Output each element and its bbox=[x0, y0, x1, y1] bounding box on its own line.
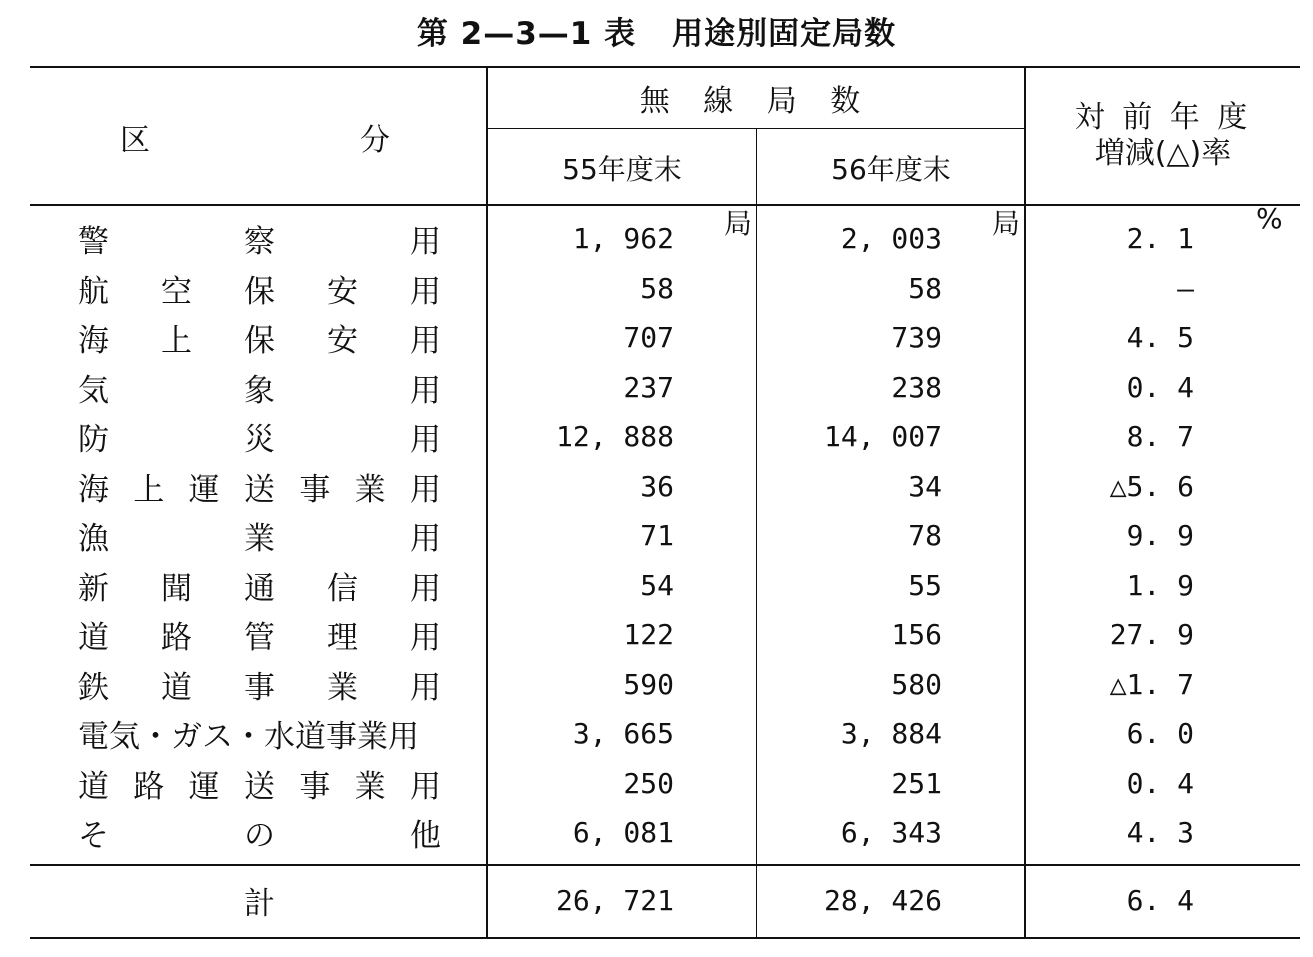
value-55: 58 bbox=[640, 271, 674, 305]
value-56: 2, 003 bbox=[840, 222, 942, 255]
header-category-right: 分 bbox=[360, 123, 390, 158]
value-rate: 6. 0 bbox=[1126, 717, 1194, 750]
row-label-char: 通 bbox=[244, 570, 275, 607]
table-row bbox=[0, 709, 1313, 758]
row-label-char: 安 bbox=[327, 273, 358, 310]
row-label-char: 道 bbox=[78, 620, 109, 656]
table-caption: 用途別固定局数 bbox=[672, 16, 897, 52]
row-label-char: 業 bbox=[327, 669, 358, 706]
row-label bbox=[78, 709, 441, 758]
row-label-char: 漁 bbox=[78, 521, 109, 557]
row-label-char: 災 bbox=[244, 422, 275, 458]
value-56: 238 bbox=[891, 370, 942, 404]
table-row bbox=[0, 363, 1313, 412]
total-56: 28, 426 bbox=[823, 884, 942, 917]
row-label bbox=[78, 264, 441, 313]
rule-total-top bbox=[30, 864, 1300, 866]
value-55: 71 bbox=[640, 519, 674, 552]
value-56: 156 bbox=[891, 618, 942, 651]
row-label-char: 聞 bbox=[161, 570, 192, 607]
header-category bbox=[120, 115, 390, 159]
value-55: 6, 081 bbox=[572, 816, 674, 849]
value-55: 54 bbox=[640, 568, 674, 602]
row-label bbox=[78, 808, 441, 857]
header-category-left: 区 bbox=[120, 123, 150, 158]
row-label-char: 他 bbox=[410, 818, 441, 854]
value-55: 1, 962 bbox=[572, 222, 674, 255]
value-rate: 27. 9 bbox=[1109, 618, 1194, 651]
value-rate: △5. 6 bbox=[1109, 469, 1194, 503]
row-label-char: 運 bbox=[188, 768, 220, 805]
row-label-char: 上 bbox=[161, 323, 192, 359]
table-row bbox=[0, 660, 1313, 709]
row-label-char: 用 bbox=[410, 422, 441, 458]
row-label bbox=[78, 511, 441, 560]
value-rate: 2. 1 bbox=[1126, 222, 1194, 255]
total-55: 26, 721 bbox=[555, 884, 674, 917]
row-label-char: 海 bbox=[78, 471, 109, 508]
value-55: 12, 888 bbox=[555, 420, 674, 453]
value-56: 55 bbox=[908, 568, 942, 602]
total-rate: 6. 4 bbox=[1126, 884, 1194, 917]
value-rate: 8. 7 bbox=[1126, 420, 1194, 453]
value-55: 250 bbox=[623, 766, 674, 800]
row-label-char: 事 bbox=[299, 768, 331, 805]
row-label-char: 用 bbox=[410, 372, 441, 409]
header-station-group: 無 線 局 数 bbox=[639, 84, 873, 119]
row-label-char: 用 bbox=[410, 273, 441, 310]
value-56: 14, 007 bbox=[823, 420, 942, 453]
table-number: 第 2—3—1 表 bbox=[416, 16, 637, 52]
row-label-char: 上 bbox=[133, 471, 165, 508]
total-label-text: 計 bbox=[244, 886, 275, 922]
table-row bbox=[0, 808, 1313, 857]
row-label-char: 管 bbox=[244, 620, 275, 656]
unit-stations-55: 局 bbox=[724, 207, 753, 240]
value-rate: — bbox=[1177, 271, 1194, 305]
rule-header-bottom bbox=[30, 204, 1300, 206]
value-55: 237 bbox=[623, 370, 674, 404]
row-label-char: 安 bbox=[327, 323, 358, 359]
table-row bbox=[0, 759, 1313, 808]
row-label bbox=[78, 363, 441, 412]
value-rate: 0. 4 bbox=[1126, 766, 1194, 800]
row-label-char: 事 bbox=[244, 669, 275, 706]
table-row bbox=[0, 264, 1313, 313]
value-rate: 4. 3 bbox=[1126, 816, 1194, 849]
row-label-char: 業 bbox=[354, 471, 386, 508]
header-col-55: 55年度末 bbox=[562, 153, 682, 186]
value-rate: 9. 9 bbox=[1126, 519, 1194, 552]
row-label-char: 象 bbox=[244, 372, 275, 409]
total-label bbox=[78, 876, 441, 925]
value-56: 251 bbox=[891, 766, 942, 800]
table-title bbox=[0, 8, 1313, 53]
value-rate: 1. 9 bbox=[1126, 568, 1194, 602]
row-label-char: 気 bbox=[78, 372, 109, 409]
row-label-char: 空 bbox=[161, 273, 192, 310]
row-label-char: 用 bbox=[409, 471, 441, 508]
row-label-char: 航 bbox=[78, 273, 109, 310]
value-55: 3, 665 bbox=[572, 717, 674, 750]
table-row bbox=[0, 412, 1313, 461]
row-label bbox=[78, 561, 441, 610]
row-label-char: 警 bbox=[78, 224, 109, 260]
total-row bbox=[0, 876, 1313, 925]
row-label-char: 業 bbox=[244, 521, 275, 557]
value-55: 590 bbox=[623, 667, 674, 701]
row-label-char: 送 bbox=[243, 768, 275, 805]
value-rate: △1. 7 bbox=[1109, 667, 1194, 701]
row-label-char: 電気・ガス・水道事業用 bbox=[78, 719, 419, 755]
row-label-char: 路 bbox=[161, 620, 192, 656]
row-label bbox=[78, 214, 441, 263]
row-label-char: 鉄 bbox=[78, 669, 109, 706]
rule-top bbox=[30, 66, 1300, 68]
row-label-char: 用 bbox=[410, 669, 441, 706]
unit-stations-56: 局 bbox=[992, 207, 1021, 240]
rule-bottom bbox=[30, 937, 1300, 939]
header-col-56: 56年度末 bbox=[831, 153, 951, 186]
row-label-char: 道 bbox=[161, 669, 192, 706]
row-label-char: 用 bbox=[410, 323, 441, 359]
unit-percent: % bbox=[1256, 202, 1283, 235]
value-55: 36 bbox=[640, 469, 674, 503]
row-label bbox=[78, 759, 441, 808]
value-56: 58 bbox=[908, 271, 942, 305]
row-label-char: 理 bbox=[327, 620, 358, 656]
row-label-char: そ bbox=[78, 818, 109, 854]
row-label-char: 新 bbox=[78, 570, 109, 607]
value-56: 580 bbox=[891, 667, 942, 701]
row-label-char: 保 bbox=[244, 273, 275, 310]
value-55: 122 bbox=[623, 618, 674, 651]
row-label bbox=[78, 462, 441, 511]
table-row bbox=[0, 313, 1313, 362]
table-row bbox=[0, 214, 1313, 263]
row-label-char: 用 bbox=[410, 521, 441, 557]
value-56: 3, 884 bbox=[840, 717, 942, 750]
row-label-char: 用 bbox=[409, 768, 441, 805]
value-rate: 0. 4 bbox=[1126, 370, 1194, 404]
table-row bbox=[0, 610, 1313, 659]
header-rate-line1: 対 前 年 度 bbox=[1074, 100, 1252, 135]
row-label bbox=[78, 660, 441, 709]
row-label-char: 保 bbox=[244, 323, 275, 359]
row-label-char: 用 bbox=[410, 570, 441, 607]
value-56: 78 bbox=[908, 519, 942, 552]
table-row bbox=[0, 511, 1313, 560]
row-label-char: 送 bbox=[243, 471, 275, 508]
row-label-char: 業 bbox=[354, 768, 386, 805]
row-label-char: 道 bbox=[78, 768, 109, 805]
table-row bbox=[0, 561, 1313, 610]
value-56: 34 bbox=[908, 469, 942, 503]
row-label-char: 用 bbox=[410, 224, 441, 260]
row-label bbox=[78, 412, 441, 461]
row-label-char: 信 bbox=[327, 570, 358, 607]
row-label-char: 事 bbox=[299, 471, 331, 508]
row-label bbox=[78, 610, 441, 659]
row-label bbox=[78, 313, 441, 362]
row-label-char: 路 bbox=[133, 768, 165, 805]
row-label-char: 運 bbox=[188, 471, 220, 508]
value-56: 739 bbox=[891, 321, 942, 354]
value-55: 707 bbox=[623, 321, 674, 354]
row-label-char: 海 bbox=[78, 323, 109, 359]
header-rate-line2: 増減(△)率 bbox=[1094, 136, 1232, 171]
value-56: 6, 343 bbox=[840, 816, 942, 849]
row-label-char: の bbox=[244, 818, 275, 854]
table-row bbox=[0, 462, 1313, 511]
value-rate: 4. 5 bbox=[1126, 321, 1194, 354]
row-label-char: 察 bbox=[244, 224, 275, 260]
row-label-char: 用 bbox=[410, 620, 441, 656]
row-label-char: 防 bbox=[78, 422, 109, 458]
